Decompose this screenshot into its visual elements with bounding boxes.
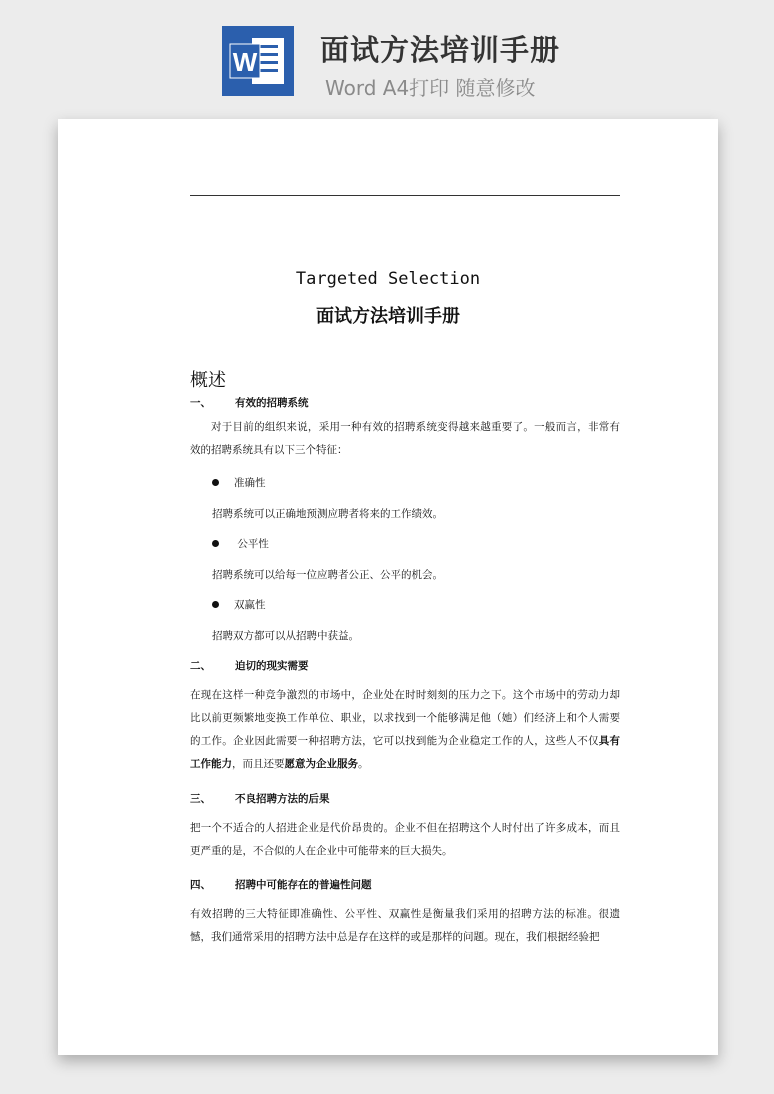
section-4-body: 有效招聘的三大特征即准确性、公平性、双赢性是衡量我们采用的招聘方法的标准。很遗憾，我们通常采用的招聘方法中总是存在这样的或是那样的问题。现在，我们根据经验把 <box>190 908 620 943</box>
logo-letter: W <box>232 47 258 77</box>
word-app-icon <box>222 26 294 96</box>
bullet-icon <box>212 479 219 486</box>
document-title-cn: 面试方法培训手册 <box>316 306 460 327</box>
section-title: 有效的招聘系统 <box>235 397 309 409</box>
section-number: 四、 <box>190 879 211 891</box>
feature-desc: 招聘系统可以正确地预测应聘者将来的工作绩效。 <box>212 508 443 520</box>
feature-desc: 招聘双方都可以从招聘中获益。 <box>212 630 359 642</box>
section-heading-3 <box>190 791 330 806</box>
feature-name: 公平性 <box>234 538 269 550</box>
section-title: 不良招聘方法的后果 <box>235 793 330 805</box>
feature-desc: 招聘系统可以给每一位应聘者公正、公平的机会。 <box>212 569 443 581</box>
section-heading-2 <box>190 658 309 673</box>
bullet-icon <box>212 601 219 608</box>
section-heading-1 <box>190 395 309 410</box>
banner-title: 面试方法培训手册 <box>320 33 561 67</box>
feature-name: 双赢性 <box>234 599 266 611</box>
feature-item <box>212 475 266 490</box>
section-title: 招聘中可能存在的普遍性问题 <box>235 879 372 891</box>
body-text: 在现在这样一种竞争激烈的市场中，企业处在时时刻刻的压力之下。这个市场中的劳动力却比以前更频繁地变换工作单位、职业，以求找到一个能够满足他（她）们经济上和个人需要的工作。企业因此需要一种招聘方法，它可以找到能为企业稳定工作的人，这些人不仅 <box>190 689 620 747</box>
feature-item <box>212 536 269 551</box>
section-title: 迫切的现实需要 <box>235 660 309 672</box>
header-rule <box>190 195 620 196</box>
section-2-body <box>190 684 620 776</box>
section-3-body: 把一个不适合的人招进企业是代价昂贵的。企业不但在招聘这个人时付出了许多成本，而且更严重的是，不合似的人在企业中可能带来的巨大损失。 <box>190 822 620 857</box>
document-page <box>58 119 718 1055</box>
banner <box>0 0 774 118</box>
banner-subtitle: Word A4打印 随意修改 <box>325 76 536 100</box>
section-number: 二、 <box>190 660 211 672</box>
overview-heading: 概述 <box>190 370 226 391</box>
section-heading-4 <box>190 877 372 892</box>
section-1-intro: 对于目前的组织来说，采用一种有效的招聘系统变得越来越重要了。一般而言，非常有效的招聘系统具有以下三个特征： <box>190 421 620 456</box>
body-bold-text: 具有工作能力 <box>190 735 621 770</box>
body-text: ，而且还要 <box>232 758 285 770</box>
section-number: 一、 <box>190 397 211 409</box>
body-bold-text: 愿意为企业服务 <box>284 758 358 770</box>
feature-item <box>212 597 266 612</box>
section-number: 三、 <box>190 793 211 805</box>
feature-name: 准确性 <box>234 477 266 489</box>
body-text: 。 <box>358 758 369 770</box>
bullet-icon <box>212 540 219 547</box>
document-title-en: Targeted Selection <box>295 269 481 289</box>
